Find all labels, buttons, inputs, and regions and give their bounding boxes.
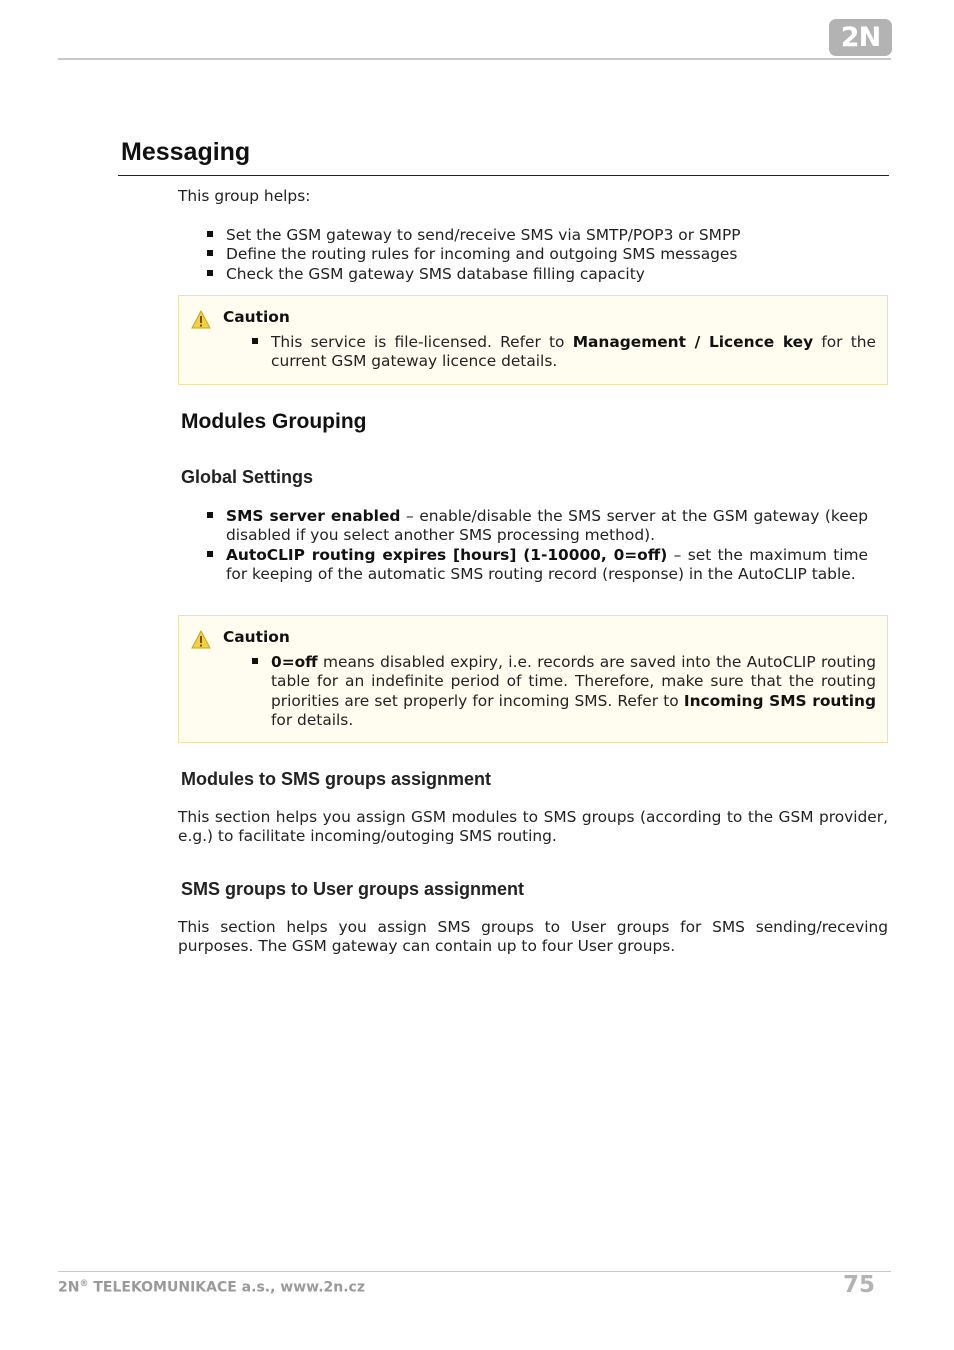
caution-list bbox=[252, 333, 876, 372]
title-underline bbox=[118, 175, 889, 176]
list-item: Define the routing rules for incoming and outgoing SMS messages bbox=[206, 245, 868, 264]
sms-to-user-text: This section helps you assign SMS groups to User groups for SMS sending/receving purposes. The GSM gateway can contain up to four User groups. bbox=[178, 918, 888, 956]
list-item: Set the GSM gateway to send/receive SMS via SMTP/POP3 or SMPP bbox=[206, 226, 868, 245]
list-item: Check the GSM gateway SMS database filling capacity bbox=[206, 265, 868, 284]
licence-key-reference: Management / Licence key bbox=[572, 333, 814, 351]
brand-logo: 2N bbox=[829, 19, 892, 56]
subsection-heading-sms-to-user: SMS groups to User groups assignment bbox=[181, 879, 525, 899]
parameter-description: – set the maximum time for keeping of the automatic SMS routing record (response) in the AutoCLIP table. bbox=[226, 545, 868, 583]
caution-text: for the current GSM gateway licence details. bbox=[271, 333, 876, 371]
intro-text: This group helps: bbox=[178, 187, 311, 205]
caution-box-licence bbox=[178, 295, 888, 385]
intro-list bbox=[206, 226, 868, 284]
parameter-description: – enable/disable the SMS server at the GSM gateway (keep disabled if you select another SMS processing method). bbox=[226, 507, 868, 545]
global-settings-list bbox=[206, 507, 868, 584]
parameter-name: SMS server enabled bbox=[226, 507, 401, 525]
footer-company bbox=[58, 1279, 365, 1296]
list-item bbox=[206, 507, 868, 546]
footer-company-name: TELEKOMUNIKACE a.s., www.2n.cz bbox=[88, 1279, 365, 1296]
caution-box-autoclip bbox=[178, 615, 888, 743]
subsection-heading-global-settings: Global Settings bbox=[181, 467, 314, 487]
section-heading-modules-grouping: Modules Grouping bbox=[181, 410, 367, 433]
page-number: 75 bbox=[842, 1272, 875, 1298]
subsection-heading-modules-to-sms: Modules to SMS groups assignment bbox=[181, 769, 492, 789]
modules-to-sms-text: This section helps you assign GSM modules to SMS groups (according to the GSM provider, e.g.) to facilitate incoming/outoging SMS routing. bbox=[178, 808, 888, 846]
warning-icon bbox=[191, 630, 211, 649]
caution-bold-value: 0=off bbox=[271, 653, 318, 671]
caution-text: means disabled expiry, i.e. records are saved into the AutoCLIP routing table for an indefinite period of time. Therefore, make sure that the routing priorities are set properly for incoming SMS. Refer to bbox=[271, 653, 876, 710]
footer-brand: 2N bbox=[58, 1279, 80, 1296]
caution-title: Caution bbox=[223, 628, 290, 646]
incoming-sms-routing-reference: Incoming SMS routing bbox=[683, 691, 876, 710]
header-divider bbox=[58, 58, 891, 60]
caution-text: for details. bbox=[271, 710, 354, 729]
page-title: Messaging bbox=[121, 138, 251, 166]
parameter-name: AutoCLIP routing expires [hours] (1-10000, 0=off) bbox=[226, 545, 668, 564]
list-item bbox=[206, 546, 868, 585]
caution-item bbox=[252, 653, 876, 730]
caution-item bbox=[252, 333, 876, 372]
footer-divider bbox=[58, 1271, 891, 1272]
caution-text: This service is file-licensed. Refer to bbox=[271, 333, 573, 351]
caution-list bbox=[252, 653, 876, 730]
warning-icon bbox=[191, 310, 211, 329]
registered-mark: ® bbox=[79, 1279, 89, 1289]
caution-title: Caution bbox=[223, 308, 290, 326]
